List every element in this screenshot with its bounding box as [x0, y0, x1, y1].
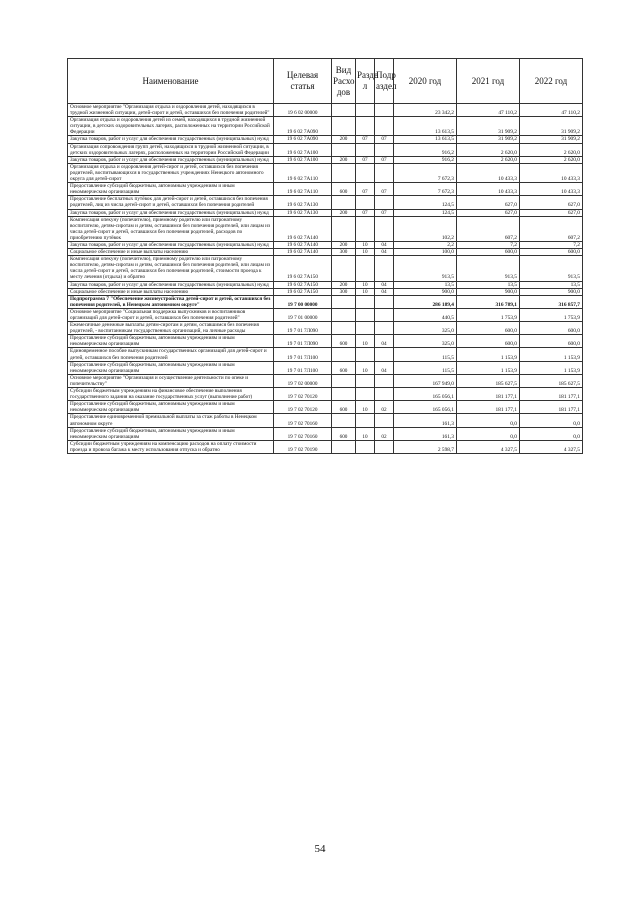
cell-2021: 0,0 — [457, 427, 520, 440]
cell-2021: 4 327,5 — [457, 440, 520, 453]
cell-2022: 913,5 — [520, 256, 583, 281]
cell-target-code: 19 6 02 7А110 — [274, 183, 332, 196]
cell-section: 10 — [356, 401, 375, 414]
cell-2021: 600,0 — [457, 322, 520, 335]
cell-name: Основное мероприятие "Организация и осуществление деятельности по опеке и попечительству" — [68, 374, 274, 387]
table-row — [68, 163, 583, 182]
cell-2020: 440,5 — [394, 308, 457, 321]
cell-2022: 7,2 — [520, 241, 583, 248]
cell-expense-type — [332, 295, 356, 308]
cell-subsection — [375, 163, 394, 182]
cell-target-code: 19 6 02 7А150 — [274, 281, 332, 288]
cell-section: 10 — [356, 427, 375, 440]
cell-2021: 181 177,1 — [457, 388, 520, 401]
cell-2022: 185 627,5 — [520, 374, 583, 387]
cell-name: Предоставление единовременной премиальной выплаты за стаж работы в Ненецком автономном округе — [68, 414, 274, 427]
cell-name: Предоставление субсидий бюджетным, автономным учреждениям и иным некоммерческим организациям — [68, 335, 274, 348]
cell-section — [356, 256, 375, 281]
cell-2020: 115,5 — [394, 361, 457, 374]
cell-expense-type — [332, 322, 356, 335]
cell-name: Предоставление бесплатных путёвок для детей-сирот и детей, оставшихся без попечения родителей, лиц из числа детей-сирот и детей, оставшихся без попечения родителей — [68, 196, 274, 209]
table-row — [68, 322, 583, 335]
cell-expense-type: 600 — [332, 361, 356, 374]
cell-2021: 316 789,1 — [457, 295, 520, 308]
cell-expense-type: 200 — [332, 136, 356, 143]
cell-target-code: 19 7 01 7Л100 — [274, 348, 332, 361]
cell-target-code: 19 7 02 70190 — [274, 440, 332, 453]
cell-2022: 2 620,0 — [520, 143, 583, 156]
cell-2020: 13,5 — [394, 281, 457, 288]
cell-name: Закупка товаров, работ и услуг для обеспечения государственных (муниципальных) нужд — [68, 241, 274, 248]
cell-2020: 913,5 — [394, 256, 457, 281]
cell-2020: 167 949,0 — [394, 374, 457, 387]
cell-2020: 124,5 — [394, 209, 457, 216]
cell-subsection — [375, 295, 394, 308]
table-row — [68, 117, 583, 136]
cell-subsection: 04 — [375, 361, 394, 374]
cell-subsection: 04 — [375, 281, 394, 288]
cell-name: Единовременное пособие выпускникам государственных организаций для детей-сирот и детей, оставшихся без попечения родителей — [68, 348, 274, 361]
cell-name: Организация сопровождения групп детей, находящихся в трудной жизненной ситуации, в детских оздоровительных лагерях, расположенных на территории Российской Федерации — [68, 143, 274, 156]
cell-target-code: 19 7 01 7Л090 — [274, 335, 332, 348]
cell-2020: 7 672,3 — [394, 183, 457, 196]
cell-2020: 115,5 — [394, 348, 457, 361]
table-row — [68, 388, 583, 401]
cell-target-code: 19 7 02 70120 — [274, 401, 332, 414]
table-row — [68, 104, 583, 117]
cell-2021: 7,2 — [457, 241, 520, 248]
cell-subsection: 07 — [375, 183, 394, 196]
table-row — [68, 249, 583, 256]
cell-target-code: 19 6 02 7А130 — [274, 209, 332, 216]
cell-target-code: 19 7 02 70160 — [274, 427, 332, 440]
cell-2021: 607,2 — [457, 216, 520, 241]
table-row — [68, 335, 583, 348]
cell-2022: 0,0 — [520, 414, 583, 427]
cell-section: 10 — [356, 288, 375, 295]
cell-subsection: 04 — [375, 249, 394, 256]
cell-2022: 1 753,9 — [520, 308, 583, 321]
cell-target-code: 19 6 02 7А090 — [274, 136, 332, 143]
cell-subsection — [375, 117, 394, 136]
cell-expense-type: 600 — [332, 427, 356, 440]
cell-expense-type — [332, 196, 356, 209]
cell-expense-type: 200 — [332, 209, 356, 216]
table-row — [68, 440, 583, 453]
cell-2022: 1 153,9 — [520, 361, 583, 374]
cell-2020: 165 056,1 — [394, 401, 457, 414]
cell-subsection — [375, 104, 394, 117]
cell-target-code: 19 6 02 7А090 — [274, 117, 332, 136]
cell-2022: 181 177,1 — [520, 401, 583, 414]
cell-target-code: 19 7 01 7Л100 — [274, 361, 332, 374]
cell-2021: 13,5 — [457, 281, 520, 288]
cell-2022: 0,0 — [520, 427, 583, 440]
cell-section: 10 — [356, 335, 375, 348]
cell-name: Предоставление субсидий бюджетным, автономным учреждениям и иным некоммерческим организациям — [68, 401, 274, 414]
cell-section: 07 — [356, 136, 375, 143]
cell-expense-type: 600 — [332, 183, 356, 196]
header-vid: Вид Расхо дов — [332, 59, 356, 104]
cell-subsection: 07 — [375, 209, 394, 216]
cell-subsection: 07 — [375, 136, 394, 143]
cell-target-code: 19 6 02 7А140 — [274, 249, 332, 256]
cell-2021: 181 177,1 — [457, 401, 520, 414]
cell-2021: 1 153,9 — [457, 348, 520, 361]
page-number: 54 — [314, 843, 326, 855]
cell-2022: 600,0 — [520, 322, 583, 335]
cell-2020: 161,3 — [394, 414, 457, 427]
cell-2020: 916,2 — [394, 156, 457, 163]
cell-expense-type: 200 — [332, 241, 356, 248]
cell-section — [356, 388, 375, 401]
cell-subsection: 07 — [375, 156, 394, 163]
cell-name: Организация отдыха и оздоровления детей-сирот и детей, оставшихся без попечения родителей, воспитывающихся в государственных учреждениях Ненецкого автономного округа для детей-сирот — [68, 163, 274, 182]
cell-2020: 102,2 — [394, 216, 457, 241]
cell-2021: 2 620,0 — [457, 143, 520, 156]
cell-section: 10 — [356, 249, 375, 256]
cell-name: Закупка товаров, работ и услуг для обеспечения государственных (муниципальных) нужд — [68, 136, 274, 143]
cell-target-code: 19 7 01 7Л090 — [274, 322, 332, 335]
cell-name: Социальное обеспечение и иные выплаты населению — [68, 249, 274, 256]
cell-2021: 1 753,9 — [457, 308, 520, 321]
cell-expense-type: 300 — [332, 249, 356, 256]
document-page — [67, 58, 582, 454]
cell-2022: 10 433,3 — [520, 163, 583, 182]
cell-2022: 2 620,0 — [520, 156, 583, 163]
cell-2020: 325,0 — [394, 322, 457, 335]
cell-2021: 900,0 — [457, 288, 520, 295]
cell-target-code: 19 7 02 70160 — [274, 414, 332, 427]
cell-name: Организация отдыха и оздоровления детей из семей, находящихся в трудной жизненной ситуации, в детских оздоровительных лагерях, расположенных на территории Российской Федерации — [68, 117, 274, 136]
cell-2020: 13 613,5 — [394, 117, 457, 136]
cell-expense-type — [332, 414, 356, 427]
cell-2022: 1 153,9 — [520, 348, 583, 361]
cell-subsection: 02 — [375, 401, 394, 414]
cell-name: Субсидии бюджетным учреждениям на финансовое обеспечение выполнения государственного задания на оказание государственных услуг (выполнение работ) — [68, 388, 274, 401]
cell-expense-type — [332, 440, 356, 453]
cell-2022: 607,2 — [520, 216, 583, 241]
header-code: Целевая статья — [274, 59, 332, 104]
cell-section — [356, 414, 375, 427]
cell-target-code: 19 6 02 7А140 — [274, 241, 332, 248]
cell-expense-type — [332, 374, 356, 387]
header-name: Наименование — [68, 59, 274, 104]
cell-expense-type: 300 — [332, 288, 356, 295]
cell-section: 07 — [356, 183, 375, 196]
cell-2021: 10 433,3 — [457, 163, 520, 182]
cell-expense-type: 200 — [332, 156, 356, 163]
cell-name: Предоставление субсидий бюджетным, автономным учреждениям и иным некоммерческим организациям — [68, 361, 274, 374]
cell-2022: 316 857,7 — [520, 295, 583, 308]
cell-subsection — [375, 388, 394, 401]
cell-2022: 31 909,2 — [520, 136, 583, 143]
cell-2021: 600,0 — [457, 335, 520, 348]
cell-target-code: 19 6 02 7А150 — [274, 256, 332, 281]
cell-name: Основное мероприятие "Социальная поддержка выпускников и воспитанников организаций для детей-сирот и детей, оставшихся без попечения родителей" — [68, 308, 274, 321]
cell-section: 10 — [356, 241, 375, 248]
cell-2022: 900,0 — [520, 288, 583, 295]
table-row — [68, 281, 583, 288]
header-2020: 2020 год — [394, 59, 457, 104]
cell-2021: 627,0 — [457, 209, 520, 216]
header-2022: 2022 год — [520, 59, 583, 104]
cell-section: 07 — [356, 209, 375, 216]
cell-section: 10 — [356, 361, 375, 374]
cell-target-code: 19 6 02 7А140 — [274, 216, 332, 241]
cell-target-code: 19 6 02 7А100 — [274, 156, 332, 163]
cell-expense-type: 200 — [332, 281, 356, 288]
cell-name: Предоставление субсидий бюджетным, автономным учреждениям и иным некоммерческим организациям — [68, 183, 274, 196]
table-row — [68, 427, 583, 440]
cell-subsection: 04 — [375, 241, 394, 248]
table-row — [68, 288, 583, 295]
cell-2021: 10 433,3 — [457, 183, 520, 196]
header-podr: Подр аздел — [375, 59, 394, 104]
cell-subsection: 04 — [375, 335, 394, 348]
cell-target-code: 19 6 02 7А100 — [274, 143, 332, 156]
cell-subsection — [375, 196, 394, 209]
table-row — [68, 143, 583, 156]
cell-subsection — [375, 216, 394, 241]
cell-expense-type: 600 — [332, 335, 356, 348]
cell-target-code: 19 7 02 00000 — [274, 374, 332, 387]
cell-target-code: 19 6 02 7А110 — [274, 163, 332, 182]
cell-subsection — [375, 322, 394, 335]
table-row — [68, 216, 583, 241]
cell-expense-type — [332, 308, 356, 321]
cell-2020: 286 189,4 — [394, 295, 457, 308]
table-row — [68, 196, 583, 209]
cell-2021: 47 110,2 — [457, 104, 520, 117]
cell-section — [356, 143, 375, 156]
table-row — [68, 256, 583, 281]
cell-target-code: 19 7 02 70120 — [274, 388, 332, 401]
cell-2022: 627,0 — [520, 209, 583, 216]
cell-expense-type — [332, 143, 356, 156]
cell-name: Компенсация опекуну (попечителю), приемному родителю или патронатному воспитателю, детям-сиротам и детям, оставшимся без попечения родителей, или лицам из числа детей-сирот и детей, оставшихся без попечения родителей, стоимости проезда к месту лечения (отдыха) и обратно — [68, 256, 274, 281]
cell-2020: 100,0 — [394, 249, 457, 256]
table-row — [68, 374, 583, 387]
cell-name: Подпрограмма 7 "Обеспечение жизнеустройства детей-сирот и детей, оставшихся без попечения родителей, в Ненецком автономном округе" — [68, 295, 274, 308]
cell-2021: 0,0 — [457, 414, 520, 427]
cell-expense-type — [332, 163, 356, 182]
cell-2022: 181 177,1 — [520, 388, 583, 401]
cell-2020: 165 056,1 — [394, 388, 457, 401]
cell-subsection — [375, 440, 394, 453]
cell-target-code: 19 6 02 7А150 — [274, 288, 332, 295]
cell-subsection: 04 — [375, 288, 394, 295]
cell-2021: 913,5 — [457, 256, 520, 281]
cell-subsection — [375, 374, 394, 387]
cell-section — [356, 374, 375, 387]
cell-2020: 325,0 — [394, 335, 457, 348]
table-row — [68, 156, 583, 163]
cell-subsection — [375, 143, 394, 156]
budget-table — [67, 58, 583, 454]
table-header-row — [68, 59, 583, 104]
table-row — [68, 295, 583, 308]
cell-name: Ежемесячные денежные выплаты детям-сиротам и детям, оставшимся без попечения родителей, - воспитанникам государственных организаций, на личные расходы — [68, 322, 274, 335]
table-row — [68, 308, 583, 321]
cell-expense-type — [332, 388, 356, 401]
cell-name: Субсидии бюджетным учреждениям на компенсацию расходов на оплату стоимости проезда и провоза багажа к месту использования отпуска и обратно — [68, 440, 274, 453]
cell-section — [356, 308, 375, 321]
header-2021: 2021 год — [457, 59, 520, 104]
cell-2020: 161,3 — [394, 427, 457, 440]
cell-expense-type — [332, 256, 356, 281]
cell-2022: 10 433,3 — [520, 183, 583, 196]
table-row — [68, 361, 583, 374]
cell-name: Закупка товаров, работ и услуг для обеспечения государственных (муниципальных) нужд — [68, 281, 274, 288]
cell-name: Основное мероприятие "Организация отдыха и оздоровления детей, находящихся в трудной жизненной ситуации, детей-сирот и детей, оставшихся без попечения родителей" — [68, 104, 274, 117]
cell-section — [356, 196, 375, 209]
cell-2021: 2 620,0 — [457, 156, 520, 163]
table-row — [68, 414, 583, 427]
cell-section — [356, 163, 375, 182]
cell-name: Закупка товаров, работ и услуг для обеспечения государственных (муниципальных) нужд — [68, 209, 274, 216]
cell-section — [356, 216, 375, 241]
cell-subsection: 02 — [375, 427, 394, 440]
cell-target-code: 19 7 00 00000 — [274, 295, 332, 308]
table-row — [68, 183, 583, 196]
cell-2021: 600,0 — [457, 249, 520, 256]
cell-section — [356, 440, 375, 453]
cell-2021: 185 627,5 — [457, 374, 520, 387]
cell-subsection — [375, 414, 394, 427]
cell-2020: 23 342,2 — [394, 104, 457, 117]
cell-section — [356, 295, 375, 308]
cell-subsection — [375, 348, 394, 361]
cell-section — [356, 348, 375, 361]
cell-expense-type — [332, 104, 356, 117]
header-razd: Разде л — [356, 59, 375, 104]
cell-2022: 600,0 — [520, 335, 583, 348]
cell-expense-type: 600 — [332, 401, 356, 414]
table-row — [68, 348, 583, 361]
cell-target-code: 19 6 02 00000 — [274, 104, 332, 117]
cell-name: Предоставление субсидий бюджетным, автономным учреждениям и иным некоммерческим организациям — [68, 427, 274, 440]
cell-target-code: 19 7 01 00000 — [274, 308, 332, 321]
cell-2020: 7 672,3 — [394, 163, 457, 182]
cell-2020: 2,2 — [394, 241, 457, 248]
cell-2022: 47 110,2 — [520, 104, 583, 117]
table-row — [68, 401, 583, 414]
cell-section: 07 — [356, 156, 375, 163]
cell-2022: 600,0 — [520, 249, 583, 256]
table-row — [68, 241, 583, 248]
cell-section: 10 — [356, 281, 375, 288]
cell-2020: 900,0 — [394, 288, 457, 295]
cell-expense-type — [332, 117, 356, 136]
cell-name: Компенсация опекуну (попечителю), приемному родителю или патронатному воспитателю, детям-сиротам и детям, оставшимся без попечения родителей, или лицам из числа детей-сирот и детей, оставшихся без попечения родителей, расходов по приобретению путёвок — [68, 216, 274, 241]
cell-2021: 31 909,2 — [457, 117, 520, 136]
cell-section — [356, 117, 375, 136]
cell-subsection — [375, 256, 394, 281]
cell-2022: 627,0 — [520, 196, 583, 209]
cell-2021: 627,0 — [457, 196, 520, 209]
cell-2020: 13 613,5 — [394, 136, 457, 143]
cell-name: Социальное обеспечение и иные выплаты населению — [68, 288, 274, 295]
cell-name: Закупка товаров, работ и услуг для обеспечения государственных (муниципальных) нужд — [68, 156, 274, 163]
cell-2020: 916,2 — [394, 143, 457, 156]
cell-2020: 124,5 — [394, 196, 457, 209]
table-row — [68, 209, 583, 216]
cell-2021: 31 909,2 — [457, 136, 520, 143]
cell-2022: 4 327,5 — [520, 440, 583, 453]
cell-section — [356, 104, 375, 117]
cell-target-code: 19 6 02 7А130 — [274, 196, 332, 209]
cell-subsection — [375, 308, 394, 321]
table-row — [68, 136, 583, 143]
table-body — [68, 104, 583, 454]
cell-expense-type — [332, 216, 356, 241]
cell-2021: 1 153,9 — [457, 361, 520, 374]
cell-2022: 13,5 — [520, 281, 583, 288]
cell-expense-type — [332, 348, 356, 361]
cell-2020: 2 598,7 — [394, 440, 457, 453]
cell-2022: 31 909,2 — [520, 117, 583, 136]
cell-section — [356, 322, 375, 335]
